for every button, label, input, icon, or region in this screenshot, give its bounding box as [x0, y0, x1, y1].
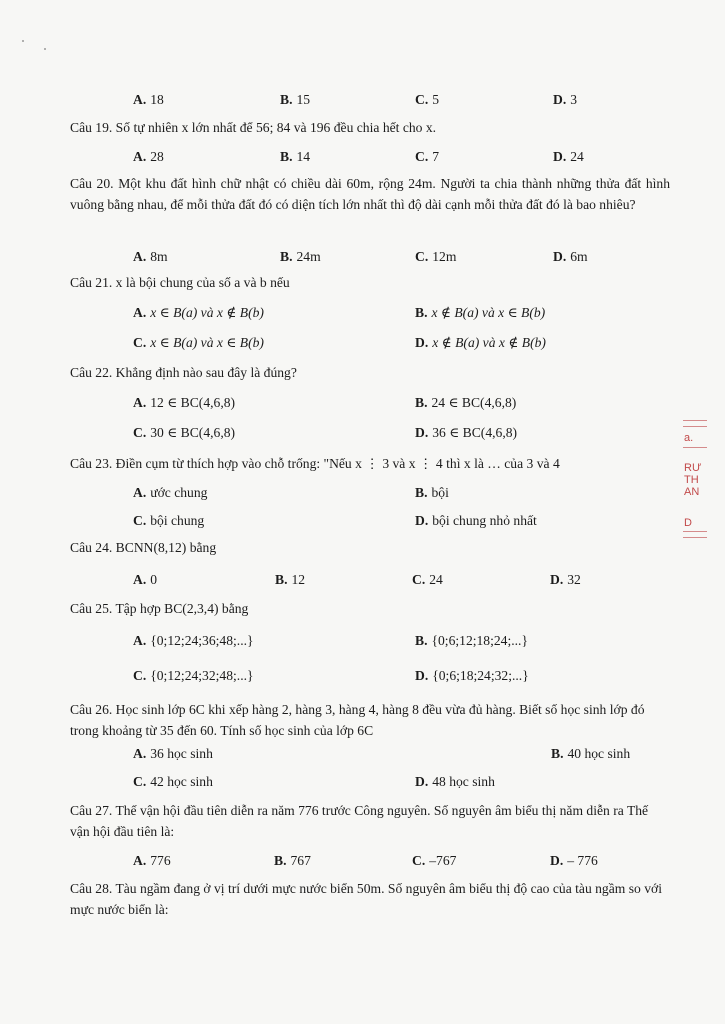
stamp-border: [683, 426, 707, 427]
q20-option-b: B. 24m: [280, 249, 321, 264]
q27-question: Câu 27. Thế vận hội đầu tiên diễn ra năm 776 trước Công nguyên. Số nguyên âm biểu thị năm diễn ra Thế vận hội đầu tiên là:: [70, 803, 649, 839]
stamp-text: RƯ: [684, 462, 702, 474]
q18-option-a: A. 18: [133, 92, 164, 107]
q21-option-d: D. x ∉ B(a) và x ∉ B(b): [415, 335, 546, 350]
stamp-text: D: [684, 517, 692, 529]
q24-option-c: C. 24: [412, 572, 443, 587]
stamp-text: TH: [684, 474, 699, 486]
q23-option-c: C. bội chung: [133, 513, 205, 528]
stamp-text: AN: [684, 486, 700, 498]
q22-option-d: D. 36 ∈ BC(4,6,8): [415, 425, 518, 440]
q22-option-c: C. 30 ∈ BC(4,6,8): [133, 425, 236, 440]
stamp-border: [683, 447, 707, 448]
q25-question: Câu 25. Tập hợp BC(2,3,4) bằng: [70, 601, 249, 616]
q18-option-d: D. 3: [553, 92, 578, 107]
q23-question: Câu 23. Điền cụm từ thích hợp vào chỗ trống: "Nếu x ⋮ 3 và x ⋮ 4 thì x là … của 3 và 4: [70, 456, 560, 471]
stamp-border: [683, 537, 707, 538]
q18-option-c: C. 5: [415, 92, 440, 107]
q23-option-a: A. ước chung: [133, 485, 208, 500]
scan-speck: [44, 48, 46, 50]
q20-option-c: C. 12m: [415, 249, 457, 264]
q20-option-d: D. 6m: [553, 249, 588, 264]
q26-question: Câu 26. Học sinh lớp 6C khi xếp hàng 2, hàng 3, hàng 4, hàng 8 đều vừa đủ hàng. Biết số học sinh lớp đó trong khoảng từ 35 đến 60. Tính số học sinh của lớp 6C: [70, 702, 645, 738]
q20-option-a: A. 8m: [133, 249, 168, 264]
stamp-border: [683, 531, 707, 532]
q19-option-a: A. 28: [133, 149, 164, 164]
q22-option-a: A. 12 ∈ BC(4,6,8): [133, 395, 236, 410]
q23-option-d: D. bội chung nhỏ nhất: [415, 513, 537, 528]
q26-option-c: C. 42 học sinh: [133, 774, 213, 789]
q27-option-c: C. –767: [412, 853, 457, 868]
q27-option-b: B. 767: [274, 853, 311, 868]
q19-option-c: C. 7: [415, 149, 440, 164]
q18-option-b: B. 15: [280, 92, 311, 107]
q28-question: Câu 28. Tàu ngầm đang ở vị trí dưới mực nước biển 50m. Số nguyên âm biểu thị độ cao của tàu ngầm so với mực nước biển là:: [70, 881, 662, 917]
q26-option-d: D. 48 học sinh: [415, 774, 495, 789]
q19-option-d: D. 24: [553, 149, 584, 164]
q25-option-c: C. {0;12;24;32;48;...}: [133, 668, 254, 683]
q24-option-a: A. 0: [133, 572, 158, 587]
q19-question: Câu 19. Số tự nhiên x lớn nhất để 56; 84 và 196 đều chia hết cho x.: [70, 120, 437, 135]
q22-option-b: B. 24 ∈ BC(4,6,8): [415, 395, 517, 410]
q25-option-a: A. {0;12;24;36;48;...}: [133, 633, 254, 648]
q20-question: Câu 20. Một khu đất hình chữ nhật có chiều dài 60m, rộng 24m. Người ta chia thành những thửa đất hình vuông bằng nhau, để mỗi thửa đất đó có diện tích lớn nhất thì độ dài cạnh mỗi thửa đất đó là bao nhiêu?: [70, 176, 670, 212]
q21-option-b: B. x ∉ B(a) và x ∈ B(b): [415, 305, 546, 320]
q25-option-d: D. {0;6;18;24;32;...}: [415, 668, 529, 683]
q24-option-b: B. 12: [275, 572, 306, 587]
scan-speck: [22, 40, 24, 42]
q26-option-b: B. 40 học sinh: [551, 746, 631, 761]
q24-question: Câu 24. BCNN(8,12) bằng: [70, 540, 217, 555]
q21-option-c: C. x ∈ B(a) và x ∈ B(b): [133, 335, 264, 350]
q21-question: Câu 21. x là bội chung của số a và b nếu: [70, 275, 290, 290]
q25-option-b: B. {0;6;12;18;24;...}: [415, 633, 528, 648]
q22-question: Câu 22. Khẳng định nào sau đây là đúng?: [70, 365, 297, 380]
q24-option-d: D. 32: [550, 572, 581, 587]
q21-option-a: A. x ∈ B(a) và x ∉ B(b): [133, 305, 264, 320]
q23-option-b: B. bội: [415, 485, 449, 500]
stamp-border: [683, 420, 707, 421]
stamp-text: a.: [684, 432, 694, 444]
q27-option-a: A. 776: [133, 853, 171, 868]
q19-option-b: B. 14: [280, 149, 311, 164]
q26-option-a: A. 36 học sinh: [133, 746, 213, 761]
q27-option-d: D. – 776: [550, 853, 598, 868]
